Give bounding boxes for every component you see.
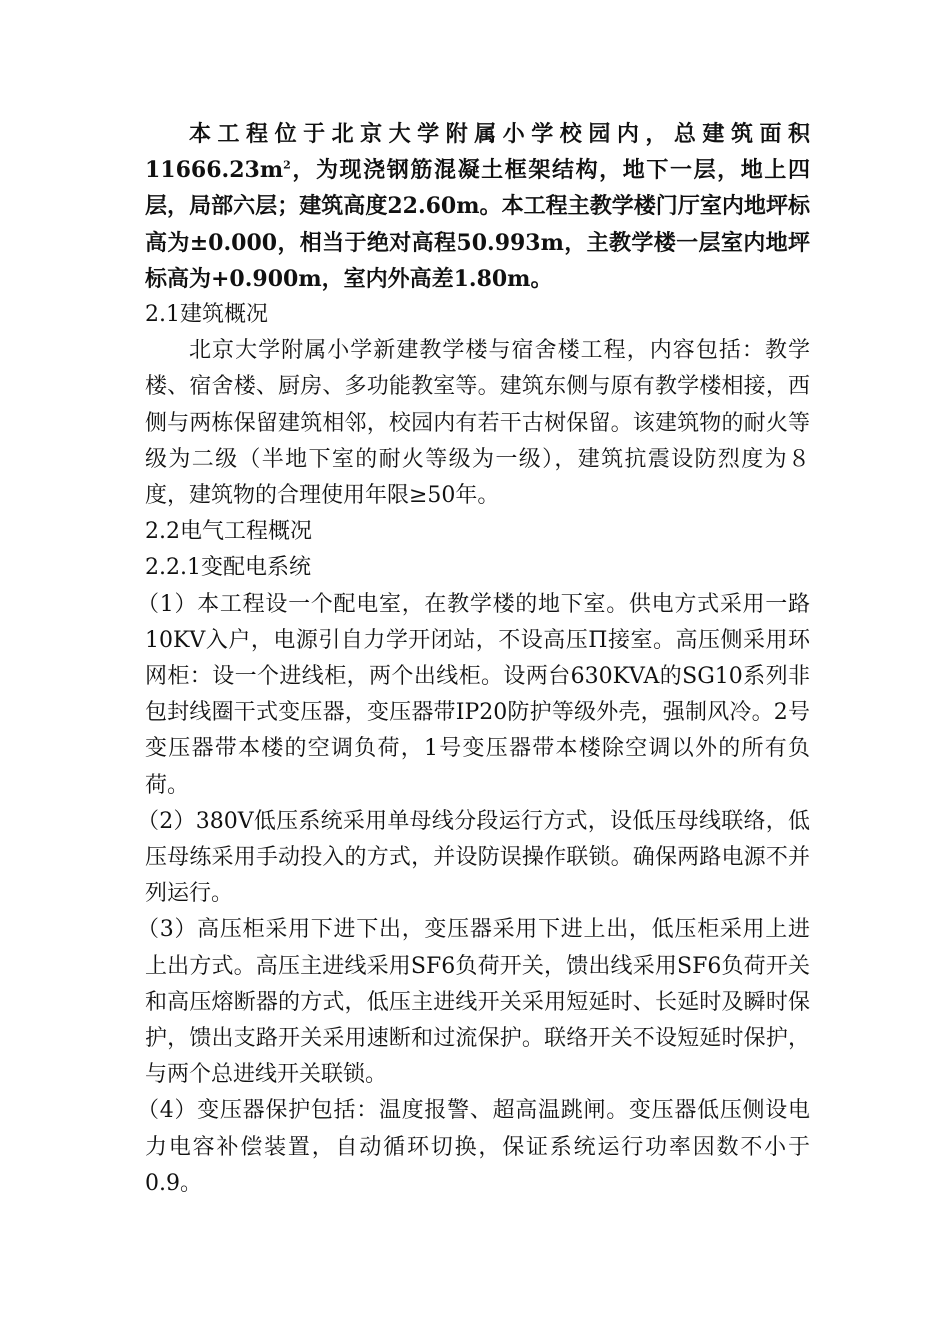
section-2-1-paragraph: 北京大学附属小学新建教学楼与宿舍楼工程，内容包括：教学楼、宿舍楼、厨房、多功能教室等。建筑东侧与原有教学楼相接，西侧与两栋保留建筑相邻，校园内有若干古树保留。该建筑物的耐火等级为二级（半地下室的耐火等级为一级），建筑抗震设防烈度为８度，建筑物的合理使用年限≥50年。 <box>145 338 810 509</box>
intro-text-part-2: ，为现浇钢筋混凝土框架结构，地下一层，地上四层，局部六层；建筑高度22.60m。本工程主教学楼门厅室内地坪标高为±0.000，相当于绝对高程50.993m，主教学楼一层室内地坪标高为+0.900m，室内外高差1.80m。 <box>145 157 810 292</box>
area-unit-superscript: 2 <box>283 158 291 172</box>
section-heading-2-1: 2.1建筑概况 <box>145 302 268 328</box>
list-item-1: （1）本工程设一个配电室，在教学楼的地下室。供电方式采用一路10KV入户，电源引自力学开闭站，不设高压Π接室。高压侧采用环网柜：设一个进线柜，两个出线柜。设两台630KVA的SG10系列非包封线圈干式变压器，变压器带IP20防护等级外壳，强制风冷。2号变压器带本楼的空调负荷，1号变压器带本楼除空调以外的所有负荷。 <box>137 591 810 798</box>
list-item-3: （3）高压柜采用下进下出，变压器采用下进上出，低压柜采用上进上出方式。高压主进线采用SF6负荷开关，馈出线采用SF6负荷开关和高压熔断器的方式，低压主进线开关采用短延时、长延时及瞬时保护，馈出支路开关采用速断和过流保护。联络开关不设短延时保护，与两个总进线开关联锁。 <box>137 917 810 1088</box>
intro-text-part-1: 本工程位于北京大学附属小学校园内，总建筑面积11666.23m <box>145 121 810 184</box>
list-item-2: （2）380V低压系统采用单母线分段运行方式，设低压母线联络，低压母练采用手动投入的方式，并设防误操作联锁。确保两路电源不并列运行。 <box>137 808 810 907</box>
document-body <box>137 116 810 1202</box>
section-heading-2-2-1: 2.2.1变配电系统 <box>145 555 311 581</box>
section-heading-2-2: 2.2电气工程概况 <box>145 519 312 545</box>
list-item-4: （4）变压器保护包括：温度报警、超高温跳闸。变压器低压侧设电力电容补偿装置，自动循环切换，保证系统运行功率因数不小于0.9。 <box>137 1098 810 1196</box>
intro-paragraph <box>145 116 810 297</box>
